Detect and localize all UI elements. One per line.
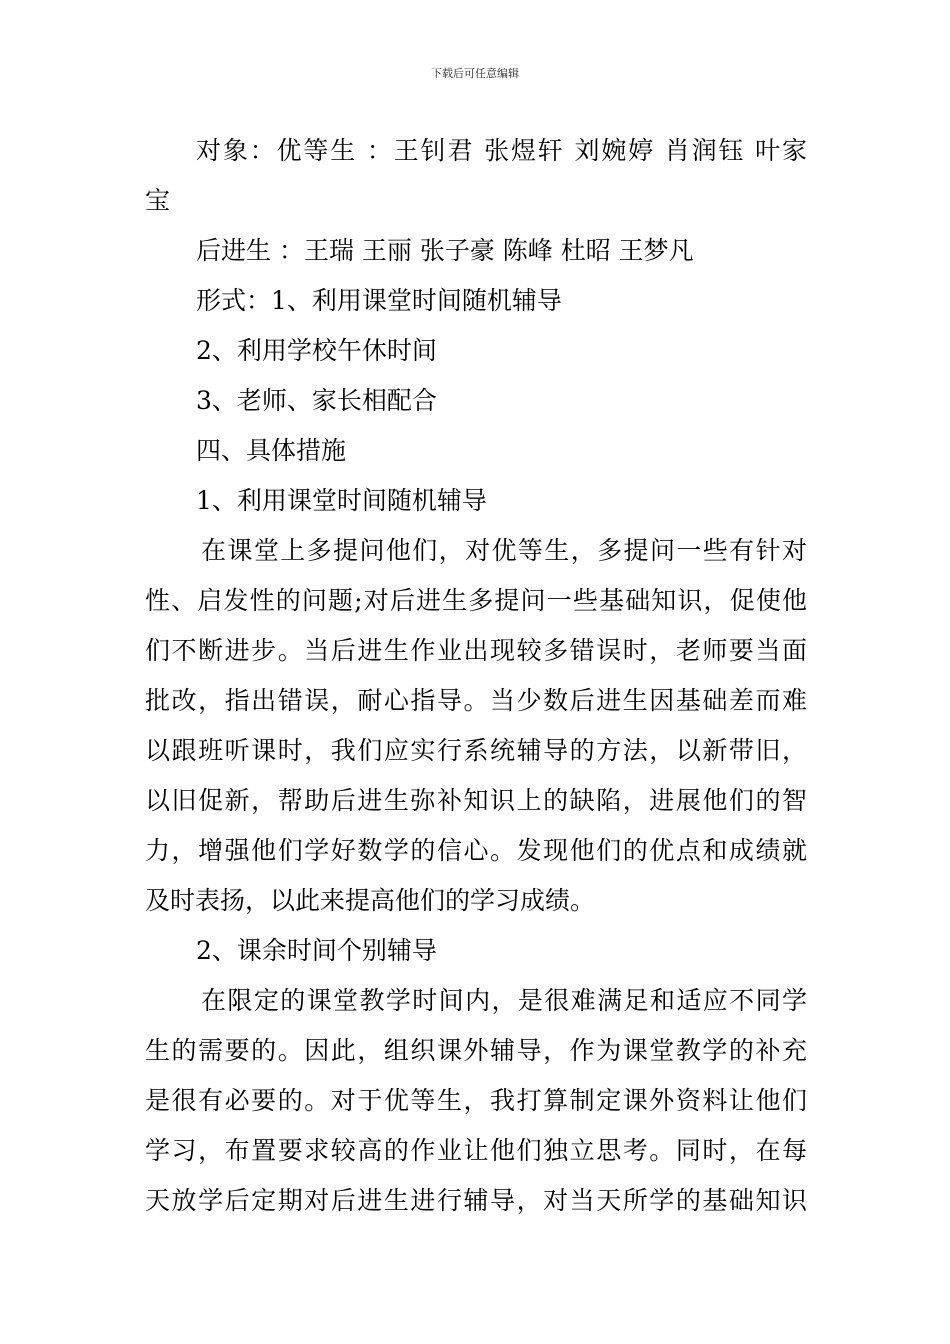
text-line: 力，增强他们学好数学的信心。发现他们的优点和成绩就: [145, 836, 807, 865]
text-line: 后进生 ：王瑞 王丽 张子豪 陈峰 杜昭 王梦凡: [196, 236, 694, 265]
document-body: [145, 126, 807, 1226]
text-line: 对象：优等生 ：王钊君 张煜轩 刘婉婷 肖润钰 叶家: [196, 136, 807, 165]
subsection-heading: 2、课余时间个别辅导: [196, 936, 437, 965]
section-heading: 四、具体措施: [196, 436, 347, 465]
text-line: 是很有必要的。对于优等生，我打算制定课外资料让他们: [145, 1086, 807, 1115]
text-line: 及时表扬，以此来提高他们的学习成绩。: [145, 886, 596, 915]
text-line: 天放学后定期对后进生进行辅导，对当天所学的基础知识: [145, 1186, 807, 1215]
subsection-heading: 1、利用课堂时间随机辅导: [196, 486, 487, 515]
text-line: 生的需要的。因此，组织课外辅导，作为课堂教学的补充: [145, 1036, 807, 1065]
text-line: 3、老师、家长相配合: [196, 386, 437, 415]
text-line: 宝: [145, 186, 171, 215]
text-line: 学习，布置要求较高的作业让他们独立思考。同时，在每: [145, 1136, 807, 1165]
text-line: 批改，指出错误，耐心指导。当少数后进生因基础差而难: [145, 686, 807, 715]
page-header: 下载后可任意编辑: [431, 67, 519, 80]
text-line: 以跟班听课时，我们应实行系统辅导的方法，以新带旧，: [145, 736, 807, 765]
text-line: 们不断进步。当后进生作业出现较多错误时，老师要当面: [145, 636, 807, 665]
text-line: 以旧促新，帮助后进生弥补知识上的缺陷，进展他们的智: [145, 786, 807, 815]
text-line: 在限定的课堂教学时间内，是很难满足和适应不同学: [201, 986, 807, 1015]
text-line: 在课堂上多提问他们，对优等生，多提问一些有针对: [201, 536, 807, 565]
text-line: 2、利用学校午休时间: [196, 336, 437, 365]
text-line: 形式：1、利用课堂时间随机辅导: [196, 286, 562, 315]
text-line: 性、启发性的问题;对后进生多提问一些基础知识，促使他: [145, 586, 807, 615]
